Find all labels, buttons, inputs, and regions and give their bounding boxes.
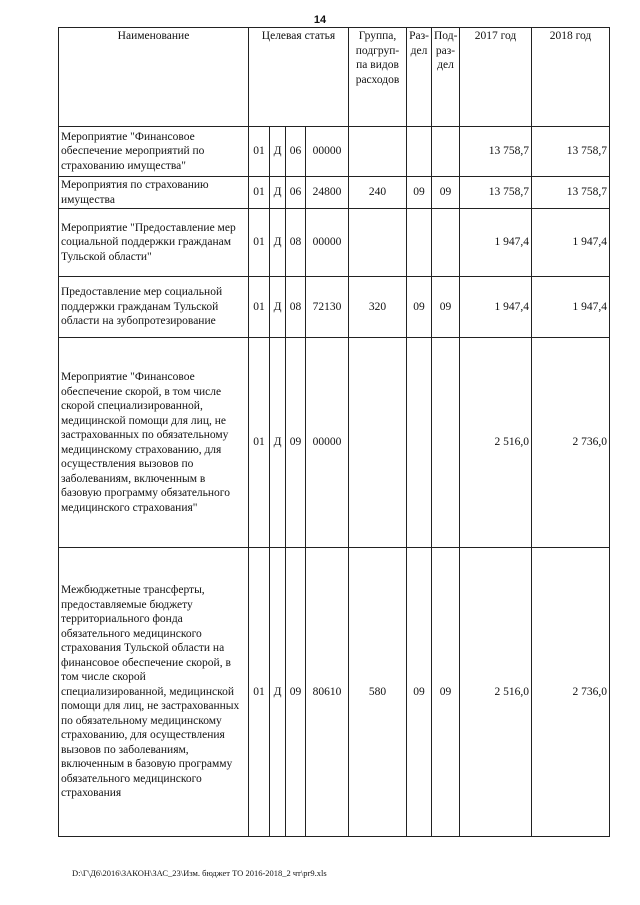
row-code-direction: 00000 xyxy=(306,338,349,548)
row-code-type: Д xyxy=(270,338,286,548)
row-name: Предоставление мер социальной поддержки гражданам Тульской области на зубопротезирование xyxy=(59,277,249,338)
row-code-type: Д xyxy=(270,177,286,209)
row-subsection xyxy=(432,127,460,177)
row-subsection xyxy=(432,338,460,548)
row-amount-2018: 1 947,4 xyxy=(532,277,610,338)
header-group-line: подгруп- xyxy=(355,44,400,57)
row-name: Межбюджетные трансферты, предоставляемые бюджету территориального фонда обязательного медицинского страхования Тульской области на финансовое обеспечение скорой, в том числе скорой специализированной, медицинской помощи для лиц, не застрахованных по обязательному медицинскому страхованию, для осуществления вызовов по заболеваниям, включенным в базовую программу обязательного медицинского страхования xyxy=(59,548,249,837)
row-code-program: 01 xyxy=(249,127,270,177)
row-code-direction: 80610 xyxy=(306,548,349,837)
row-amount-2017: 13 758,7 xyxy=(460,177,532,209)
row-name: Мероприятие "Финансовое обеспечение мероприятий по страхованию имущества" xyxy=(59,127,249,177)
row-amount-2017: 2 516,0 xyxy=(460,548,532,837)
row-code-program: 01 xyxy=(249,548,270,837)
header-group xyxy=(349,28,407,127)
row-section xyxy=(407,338,432,548)
row-code-event: 06 xyxy=(286,127,306,177)
budget-table xyxy=(58,27,610,837)
row-code-event: 08 xyxy=(286,277,306,338)
row-code-direction: 72130 xyxy=(306,277,349,338)
header-subsection-line: Под- xyxy=(434,30,458,42)
row-group: 240 xyxy=(349,177,407,209)
row-amount-2018: 2 736,0 xyxy=(532,548,610,837)
row-code-direction: 00000 xyxy=(306,209,349,277)
row-code-event: 09 xyxy=(286,548,306,837)
row-subsection: 09 xyxy=(432,177,460,209)
row-code-event: 06 xyxy=(286,177,306,209)
row-subsection xyxy=(432,209,460,277)
row-code-program: 01 xyxy=(249,277,270,338)
row-name: Мероприятие "Предоставление мер социальной поддержки гражданам Тульской области" xyxy=(59,209,249,277)
row-amount-2017: 2 516,0 xyxy=(460,338,532,548)
header-section-line: Раз- xyxy=(409,30,429,42)
row-group xyxy=(349,209,407,277)
header-2017: 2017 год xyxy=(460,28,532,127)
row-section: 09 xyxy=(407,177,432,209)
row-group: 320 xyxy=(349,277,407,338)
row-group xyxy=(349,338,407,548)
row-code-type: Д xyxy=(270,209,286,277)
row-code-program: 01 xyxy=(249,338,270,548)
row-section: 09 xyxy=(407,277,432,338)
row-amount-2017: 1 947,4 xyxy=(460,277,532,338)
header-group-line: Группа, xyxy=(358,30,397,42)
row-code-direction: 00000 xyxy=(306,127,349,177)
header-row xyxy=(59,28,610,127)
table-row xyxy=(59,338,610,548)
table-row xyxy=(59,548,610,837)
row-section: 09 xyxy=(407,548,432,837)
row-section xyxy=(407,127,432,177)
row-group xyxy=(349,127,407,177)
row-code-program: 01 xyxy=(249,177,270,209)
row-group: 580 xyxy=(349,548,407,837)
row-code-direction: 24800 xyxy=(306,177,349,209)
row-name: Мероприятия по страхованию имущества xyxy=(59,177,249,209)
row-code-type: Д xyxy=(270,127,286,177)
row-amount-2018: 13 758,7 xyxy=(532,177,610,209)
row-amount-2018: 1 947,4 xyxy=(532,209,610,277)
row-code-program: 01 xyxy=(249,209,270,277)
row-subsection: 09 xyxy=(432,277,460,338)
row-section xyxy=(407,209,432,277)
header-target-article: Целевая статья xyxy=(249,28,349,127)
table-row xyxy=(59,209,610,277)
table-row xyxy=(59,127,610,177)
file-path-footer: D:\Г\Д6\2016\ЗАКОН\ЗАС_23\Изм. бюджет ТО 2016-2018_2 чт\pr9.xls xyxy=(72,868,327,878)
row-subsection: 09 xyxy=(432,548,460,837)
row-code-event: 09 xyxy=(286,338,306,548)
row-amount-2017: 1 947,4 xyxy=(460,209,532,277)
header-2018: 2018 год xyxy=(532,28,610,127)
row-amount-2018: 13 758,7 xyxy=(532,127,610,177)
table-row xyxy=(59,277,610,338)
page-number: 14 xyxy=(313,14,327,26)
row-amount-2018: 2 736,0 xyxy=(532,338,610,548)
header-subsection-line: дел xyxy=(437,59,454,71)
header-subsection-line: раз- xyxy=(435,44,456,57)
row-code-type: Д xyxy=(270,277,286,338)
header-section xyxy=(407,28,432,127)
row-code-type: Д xyxy=(270,548,286,837)
header-name: Наименование xyxy=(59,28,249,127)
row-code-event: 08 xyxy=(286,209,306,277)
header-section-line: дел xyxy=(410,44,428,57)
header-group-line: расходов xyxy=(355,73,400,86)
header-subsection xyxy=(432,28,460,127)
row-amount-2017: 13 758,7 xyxy=(460,127,532,177)
header-group-line: па видов xyxy=(356,59,399,71)
table-row xyxy=(59,177,610,209)
row-name: Мероприятие "Финансовое обеспечение скорой, в том числе скорой специализированной, медицинской помощи для лиц, не застрахованных по обязательному медицинскому страхованию, для осуществления вызовов по заболеваниям, включенным в базовую программу обязательного медицинского страхования" xyxy=(59,338,249,548)
